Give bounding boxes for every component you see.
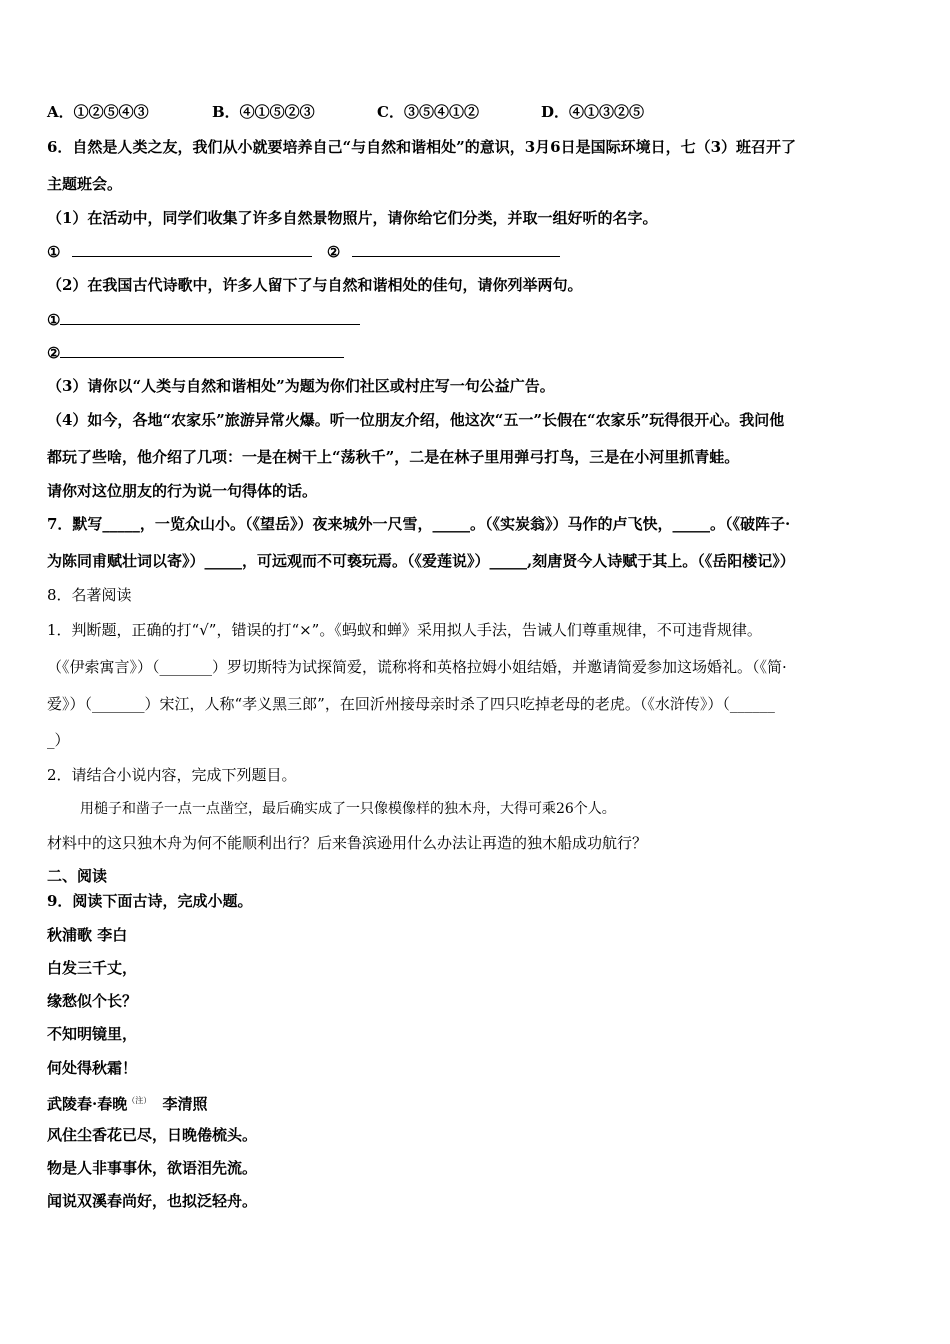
q6-p4c: 请你对这位朋友的行为说一句得体的话。 — [47, 482, 318, 500]
q8-quote: 用槌子和凿子一点一点凿空，最后确实成了一只像模像样的独木舟，大得可乘26个人。 — [80, 801, 616, 817]
section2-title: 二、阅读 — [47, 867, 108, 885]
poem2-author: 李清照 — [162, 1095, 208, 1113]
poem1-line3: 不知明镜里， — [47, 1025, 138, 1043]
blank1-line[interactable] — [72, 241, 312, 257]
line-b[interactable] — [60, 342, 344, 358]
q9-prompt: 9．阅读下面古诗，完成小题。 — [47, 892, 253, 910]
blank1-label: ① — [47, 243, 61, 261]
q6-line2: 主题班会。 — [47, 175, 123, 193]
q8-judge-line4: _） — [47, 731, 70, 749]
poem1-line1: 白发三千丈， — [47, 959, 138, 977]
q6-p4b: 都玩了些啥，他介绍了几项：一是在树干上“荡秋千”，二是在林子里用弹弓打鸟，三是在小河里抓青蛙。 — [47, 448, 740, 466]
q7-line2: 为陈同甫赋壮词以寄》）_____，可远观而不可亵玩焉。（《爱莲说》）_____,刻唐贤今人诗赋于其上。（《岳阳楼记》） — [47, 552, 795, 570]
option-c: C．③⑤④①② — [377, 103, 479, 121]
option-b: B．④①⑤②③ — [212, 103, 315, 121]
poem2-line1: 风住尘香花已尽，日晚倦梳头。 — [47, 1126, 258, 1144]
q8-judge-line2: （《伊索寓言》）（_______）罗切斯特为试探简爱，谎称将和英格拉姆小姐结婚，并邀请简爱参加这场婚礼。（《简· — [47, 658, 787, 676]
q8-title: 8．名著阅读 — [47, 586, 132, 604]
line-a-label: ① — [47, 311, 61, 329]
poem2-title: 武陵春·春晚 — [47, 1095, 128, 1113]
poem2-line3: 闻说双溪春尚好，也拟泛轻舟。 — [47, 1192, 258, 1210]
poem1-title: 秋浦歌 李白 — [47, 926, 128, 944]
q8-sub2: 2．请结合小说内容，完成下列题目。 — [47, 766, 297, 784]
q6-line-a-row — [47, 309, 360, 330]
poem2-title-row — [47, 1091, 207, 1114]
option-a: A．①②⑤④③ — [47, 103, 149, 121]
q6-p4a: （4）如今，各地“农家乐”旅游异常火爆。听一位朋友介绍，他这次“五一”长假在“农家乐”玩得很开心。我问他 — [47, 411, 785, 429]
q6-blanks-row — [47, 241, 560, 262]
q7-line1: 7．默写_____，一览众山小。（《望岳》）夜来城外一尺雪，_____。（《实炭翁》）马作的卢飞快，_____。（《破阵子· — [47, 515, 791, 533]
line-b-label: ② — [47, 344, 61, 362]
q6-line1: 6．自然是人类之友，我们从小就要培养自己“与自然和谐相处”的意识，3月6日是国际环境日，七（3）班召开了 — [47, 138, 797, 156]
blank2-line[interactable] — [352, 241, 560, 257]
poem1-line4: 何处得秋霜！ — [47, 1059, 138, 1077]
poem2-note-mark: （注） — [127, 1096, 152, 1105]
poem2-line2: 物是人非事事休，欲语泪先流。 — [47, 1159, 258, 1177]
q6-line-b-row — [47, 342, 344, 363]
q6-p2: （2）在我国古代诗歌中，许多人留下了与自然和谐相处的佳句，请你列举两句。 — [47, 276, 583, 294]
option-d: D．④①③②⑤ — [541, 103, 645, 121]
poem1-line2: 缘愁似个长？ — [47, 992, 138, 1010]
line-a[interactable] — [60, 309, 360, 325]
q8-ask: 材料中的这只独木舟为何不能顺利出行？后来鲁滨逊用什么办法让再造的独木船成功航行？ — [47, 834, 648, 852]
q8-judge-line1: 1．判断题，正确的打“√”，错误的打“×”。《蚂蚁和蝉》采用拟人手法，告诫人们尊重规律，不可违背规律。 — [47, 621, 762, 639]
q6-p3: （3）请你以“人类与自然和谐相处”为题为你们社区或村庄写一句公益广告。 — [47, 377, 555, 395]
q6-p1: （1）在活动中，同学们收集了许多自然景物照片，请你给它们分类，并取一组好听的名字。 — [47, 209, 658, 227]
blank2-label: ② — [326, 243, 341, 261]
q8-judge-line3: 爱》）（_______）宋江，人称“孝义黑三郎”，在回沂州接母亲时杀了四只吃掉老母的老虎。（《水浒传》）（______ — [47, 695, 775, 713]
